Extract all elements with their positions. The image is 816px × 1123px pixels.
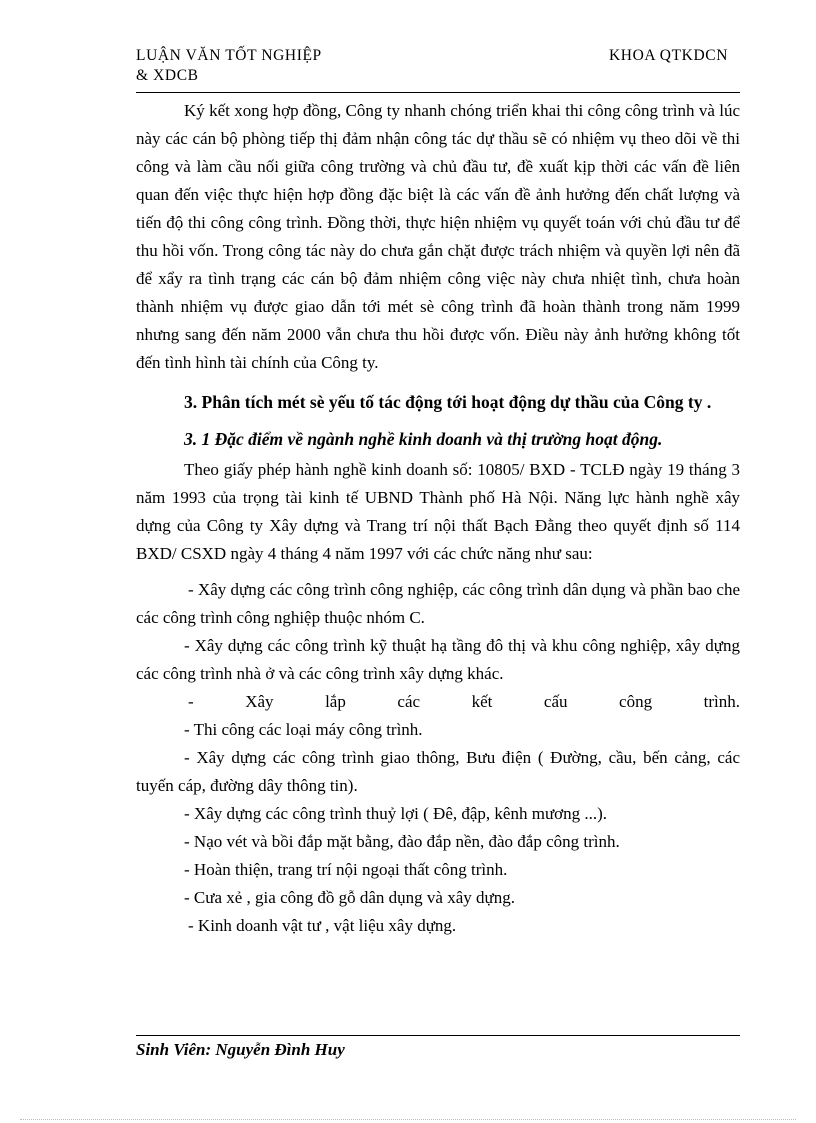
list-item: - Xây lắp các kết cấu công trình. (188, 692, 740, 711)
header-thesis-subtitle: & XDCB (136, 67, 199, 84)
subsection-heading-3-1: 3. 1 Đặc điểm về ngành nghề kinh doanh và thị trường hoạt động. (184, 429, 663, 449)
list-item: - Cưa xẻ , gia công đồ gỗ dân dụng và xây dựng. (184, 888, 515, 907)
page-edge-dots (20, 1119, 796, 1120)
document-body (136, 97, 740, 940)
list-item: - Xây dựng các công trình kỹ thuật hạ tầng đô thị và khu công nghiệp, xây dựng các công trình nhà ở và các công trình xây dựng khác. (136, 636, 740, 683)
list-item: - Xây dựng các công trình thuỷ lợi ( Đê, đập, kênh mương ...). (184, 804, 608, 823)
footer-divider (136, 1035, 740, 1036)
paragraph-business-license: Theo giấy phép hành nghề kinh doanh số: 10805/ BXD - TCLĐ ngày 19 tháng 3 năm 1993 của trọng tài kinh tế UBND Thành phố Hà Nội. Năng lực hành nghề xây dựng của Công ty Xây dựng và Trang trí nội thất Bạch Đằng theo quyết định số 114 BXD/ CSXD ngày 4 tháng 4 năm 1997 với các chức năng như sau: (136, 460, 740, 563)
section-heading-3: 3. Phân tích mét sè yếu tố tác động tới hoạt động dự thầu của Công ty . (184, 392, 712, 412)
header-divider (136, 92, 740, 93)
header-thesis-title: LUẬN VĂN TỐT NGHIỆP (136, 47, 322, 64)
list-item: - Xây dựng các công trình công nghiệp, các công trình dân dụng và phần bao che các công trình công nghiệp thuộc nhóm C. (136, 580, 740, 627)
list-item: - Xây dựng các công trình giao thông, Bưu điện ( Đường, cầu, bến cảng, các tuyến cáp, đường dây thông tin). (136, 748, 740, 795)
list-item: - Nạo vét và bồi đắp mặt bằng, đào đắp nền, đào đắp công trình. (184, 832, 620, 851)
list-item: - Hoàn thiện, trang trí nội ngoại thất công trình. (184, 860, 508, 879)
list-item: - Thi công các loại máy công trình. (184, 720, 423, 739)
footer-author: Sinh Viên: Nguyễn Đình Huy (136, 1040, 345, 1059)
header-faculty: KHOA QTKDCN (609, 47, 728, 64)
paragraph-contract-execution: Ký kết xong hợp đồng, Công ty nhanh chóng triển khai thi công công trình và lúc này các cán bộ phòng tiếp thị đảm nhận công tác dự thầu sẽ có nhiệm vụ theo dõi về thi công và làm cầu nối giữa công trường và chủ đầu tư, đề xuất kịp thời các vấn đề liên quan đến việc thực hiện hợp đồng đặc biệt là các vấn đề ảnh hưởng đến chất lượng và tiến độ thi công công trình. Đồng thời, thực hiện nhiệm vụ quyết toán với chủ đầu tư để thu hồi vốn. Trong công tác này do chưa gắn chặt được trách nhiệm và quyền lợi nên đã để xẩy ra tình trạng các cán bộ đảm nhiệm công việc này chưa nhiệt tình, chưa hoàn thành nhiệm vụ được giao dẫn tới mét sè công trình đã hoàn thành trong năm 1999 nhưng sang đến năm 2000 vẫn chưa thu hồi được vốn. Điều này ảnh hưởng không tốt đến tình hình tài chính của Công ty. (136, 101, 740, 372)
list-item: - Kinh doanh vật tư , vật liệu xây dựng. (188, 916, 457, 935)
